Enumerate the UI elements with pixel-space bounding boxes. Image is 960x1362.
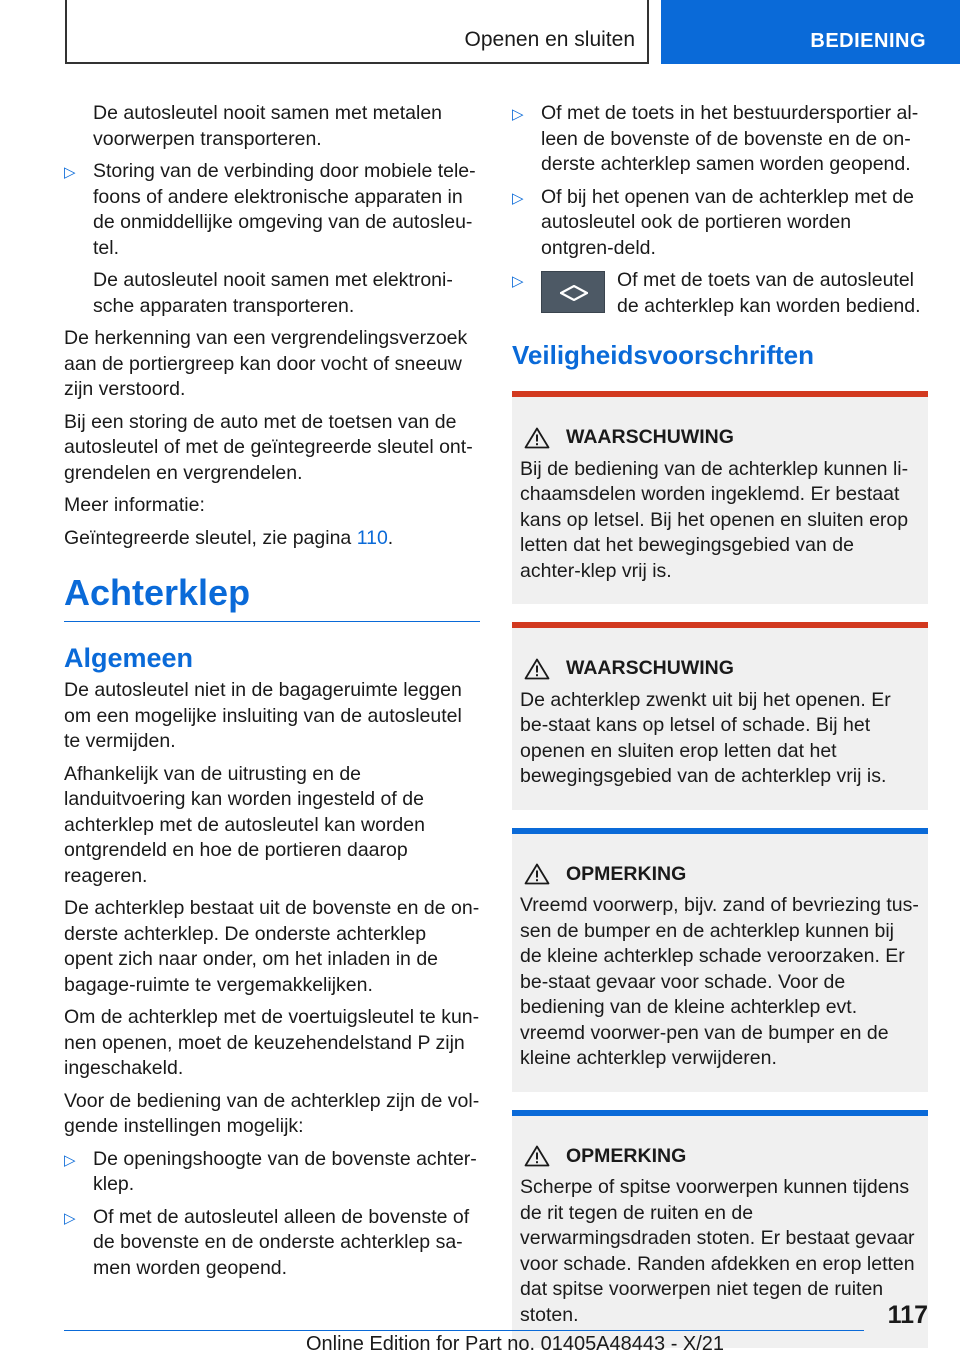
paragraph: Om de achterklep met de voertuigsleutel te kun-nen openen, moet de keuzehendelstand P zijn ingeschakeld. xyxy=(64,1006,480,1079)
triangle-bullet-icon: ▷ xyxy=(64,1151,76,1169)
list-item-text: Of met de toets in het bestuurdersportier al-leen de bovenste of de bovenste en de on-derste achterklep samen worden geopend. xyxy=(541,102,919,175)
box-body: Vreemd voorwerp, bijv. zand of bevriezing tus-sen de bumper en de achterklep kunnen bij de kleine achterklep schade veroorzaken. Er be-staat gevaar voor schade. Voor de bediening van de kleine achterklep evt. vreemd voorwer-pen van de bumper en de kleine achterklep verwijderen. xyxy=(520,894,919,1069)
paragraph: Bij een storing de auto met de toetsen van de autosleutel of met de geïntegreerde sleutel ont-grendelen en vergrendelen. xyxy=(64,410,473,484)
link-prefix: Geïntegreerde sleutel, zie pagina xyxy=(64,526,357,549)
header-section-box xyxy=(661,0,960,64)
right-column xyxy=(512,101,928,1362)
box-title xyxy=(520,656,920,682)
header-chapter-box xyxy=(65,0,649,64)
box-title xyxy=(520,1144,920,1170)
left-column xyxy=(64,101,480,1288)
triangle-bullet-icon: ▷ xyxy=(512,106,524,123)
heading-veiligheidsvoorschriften: Veiligheidsvoorschriften xyxy=(512,340,814,370)
list-item xyxy=(64,159,480,261)
list-item-text: Of bij het openen van de achterklep met de autosleutel ook de portieren worden ontgren-deld. xyxy=(541,185,914,259)
paragraph-with-link xyxy=(64,526,480,552)
footer-edition: Online Edition for Part no. 01405A48443 - X/21 xyxy=(306,1333,725,1355)
triangle-bullet-icon: ▷ xyxy=(512,273,524,290)
section-title: BEDIENING xyxy=(810,30,926,52)
triangle-bullet-icon: ▷ xyxy=(512,189,524,207)
box-body: De achterklep zwenkt uit bij het openen. Er be-staat kans op letsel of schade. Bij het openen en sluiten erop letten dat het bewegingsgebied van de achterklep vrij is. xyxy=(520,688,891,787)
heading-algemeen: Algemeen xyxy=(64,643,194,673)
list-item xyxy=(64,1147,480,1198)
footer-divider xyxy=(64,1330,864,1331)
heading-achterklep: Achterklep xyxy=(64,573,480,622)
box-title xyxy=(520,425,920,451)
paragraph: Voor de bediening van de achterklep zijn de vol-gende instellingen mogelijk: xyxy=(64,1089,480,1137)
triangle-bullet-icon: ▷ xyxy=(64,1209,76,1227)
box-title-text: WAARSCHUWING xyxy=(566,657,734,679)
warning-triangle-icon xyxy=(524,1145,550,1167)
paragraph: De autosleutel nooit samen met metalen voorwerpen transporteren. xyxy=(93,102,443,150)
warning-triangle-icon xyxy=(524,658,550,680)
list-item-with-icon xyxy=(512,268,928,319)
box-body: Scherpe of spitse voorwerpen kunnen tijdens de rit tegen de ruiten en de verwarmingsdraden stoten. Er bestaat gevaar voor schade. Randen afdekken en erop letten dat spitse voorwerpen niet tegen de ruiten stoten. xyxy=(520,1176,915,1326)
triangle-bullet-icon: ▷ xyxy=(64,164,76,181)
paragraph: Meer informatie: xyxy=(64,494,205,516)
paragraph: De herkenning van een vergrendelingsverzoek aan de portiergreep kan door vocht of sneeuw zijn verstoord. xyxy=(64,327,468,400)
chapter-title: Openen en sluiten xyxy=(464,28,635,51)
list-item-text: De openingshoogte van de bovenste achter-klep. xyxy=(93,1147,477,1195)
list-item xyxy=(64,1205,480,1282)
warning-box xyxy=(512,622,928,810)
notice-box xyxy=(512,828,928,1092)
tailgate-key-icon xyxy=(541,271,605,313)
page-link[interactable]: 110 xyxy=(356,526,388,549)
warning-triangle-icon xyxy=(524,427,550,449)
box-title-text: OPMERKING xyxy=(566,862,687,885)
paragraph: De autosleutel nooit samen met elektroni-sche apparaten transporteren. xyxy=(93,269,453,317)
paragraph: Afhankelijk van de uitrusting en de landuitvoering kan worden ingesteld of de achterklep met de autosleutel kan worden ontgrendeld en hoe de portieren daarop reageren. xyxy=(64,762,425,887)
list-item-text: Of met de autosleutel alleen de bovenste of de bovenste en de onderste achterklep sa-men worden geopend. xyxy=(93,1205,470,1279)
list-item xyxy=(512,185,928,262)
link-suffix: . xyxy=(387,526,394,549)
box-title-text: WAARSCHUWING xyxy=(566,426,734,448)
notice-box xyxy=(512,1110,928,1349)
warning-box xyxy=(512,391,928,604)
paragraph: De autosleutel niet in de bagageruimte leggen om een mogelijke insluiting van de autosleutel te vermijden. xyxy=(64,679,462,752)
paragraph: De achterklep bestaat uit de bovenste en de on-derste achterklep. De onderste achterklep opent zich naar onder, om het inladen in de bagage-ruimte te vergemakkelijken. xyxy=(64,897,480,996)
list-item-text: Of met de toets van de autosleutel de achterklep kan worden bediend. xyxy=(617,269,921,317)
list-item xyxy=(512,101,928,178)
list-item-text: Storing van de verbinding door mobiele tele-foons of andere elektronische apparaten in de onmiddellijke omgeving van de autosleu-tel. xyxy=(93,160,476,259)
page-number: 117 xyxy=(887,1301,928,1329)
box-title xyxy=(520,862,920,888)
box-title-text: OPMERKING xyxy=(566,1144,687,1167)
warning-triangle-icon xyxy=(524,863,550,885)
box-body: Bij de bediening van de achterklep kunnen li-chaamsdelen worden ingeklemd. Er bestaat kans op letsel. Bij het openen en sluiten erop letten dat het bewegingsgebied van de achter-klep vrij is. xyxy=(520,457,909,582)
